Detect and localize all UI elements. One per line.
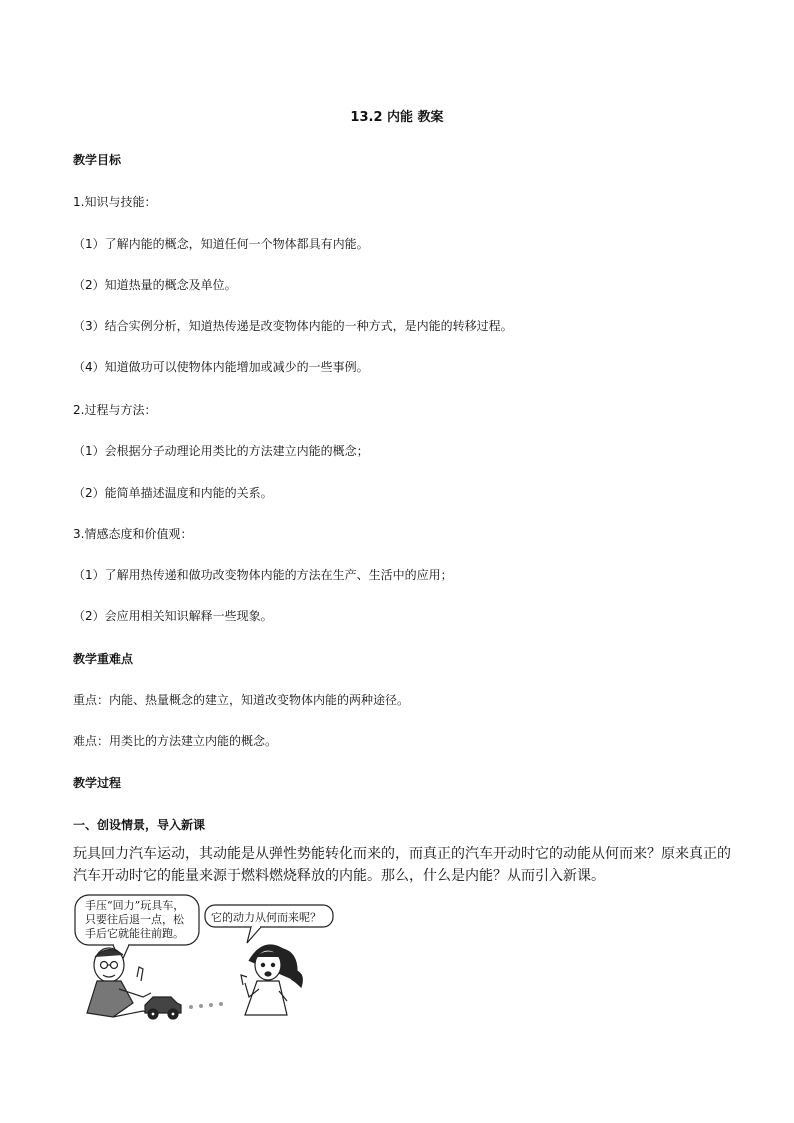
objective-line: （1）了解内能的概念，知道任何一个物体都具有内能。 [73,237,369,251]
objective-line: 1.知识与技能： [73,195,157,209]
toy-car [145,997,181,1019]
section-heading-process: 教学过程 [73,776,122,790]
woman-figure [241,945,302,1015]
objective-line: 3.情感态度和价值观： [73,527,193,541]
bubble-left-line-2: 只要往后退一点，松 [85,913,184,926]
bubble-right-text: 它的动力从何而来呢？ [211,911,321,924]
objective-line: （2）会应用相关知识解释一些现象。 [73,609,273,623]
speech-bubble-left [75,895,199,963]
key-point-line: 难点：用类比的方法建立内能的概念。 [73,734,278,748]
section-heading-key-points: 教学重难点 [73,652,134,666]
document-title: 13.2 内能 教案 [350,110,444,125]
section-heading-objectives: 教学目标 [73,153,122,167]
objective-line: （2）知道热量的概念及单位。 [73,278,237,292]
bubble-left-line-3: 手后它就能往前跑。 [85,927,184,940]
intro-paragraph: 玩具回力汽车运动，其动能是从弹性势能转化而来的，而真正的汽车开动时它的动能从何而来？原来真正的汽车开动时它的能量来源于燃料燃烧释放的内能。那么，什么是内能？从而引入新课。 [73,846,731,884]
objective-line: （1）会根据分子动理论用类比的方法建立内能的概念； [73,444,369,458]
objective-line: （1）了解用热传递和做功改变物体内能的方法在生产、生活中的应用； [73,568,453,582]
key-point-line: 重点：内能、热量概念的建立，知道改变物体内能的两种途径。 [73,693,410,707]
motion-dots [189,1002,223,1009]
bubble-left-line-1: 手压“回力”玩具车， [85,899,185,912]
objective-line: 2.过程与方法： [73,403,157,417]
objective-line: （3）结合实例分析，知道热传递是改变物体内能的一种方式，是内能的转移过程。 [73,319,513,333]
objective-line: （2）能简单描述温度和内能的关系。 [73,486,273,500]
subsection-heading: 一、创设情景，导入新课 [73,818,206,832]
cartoon-illustration [73,893,343,1025]
speech-bubble-right [205,905,333,943]
objective-line: （4）知道做功可以使物体内能增加或减少的一些事例。 [73,360,369,374]
